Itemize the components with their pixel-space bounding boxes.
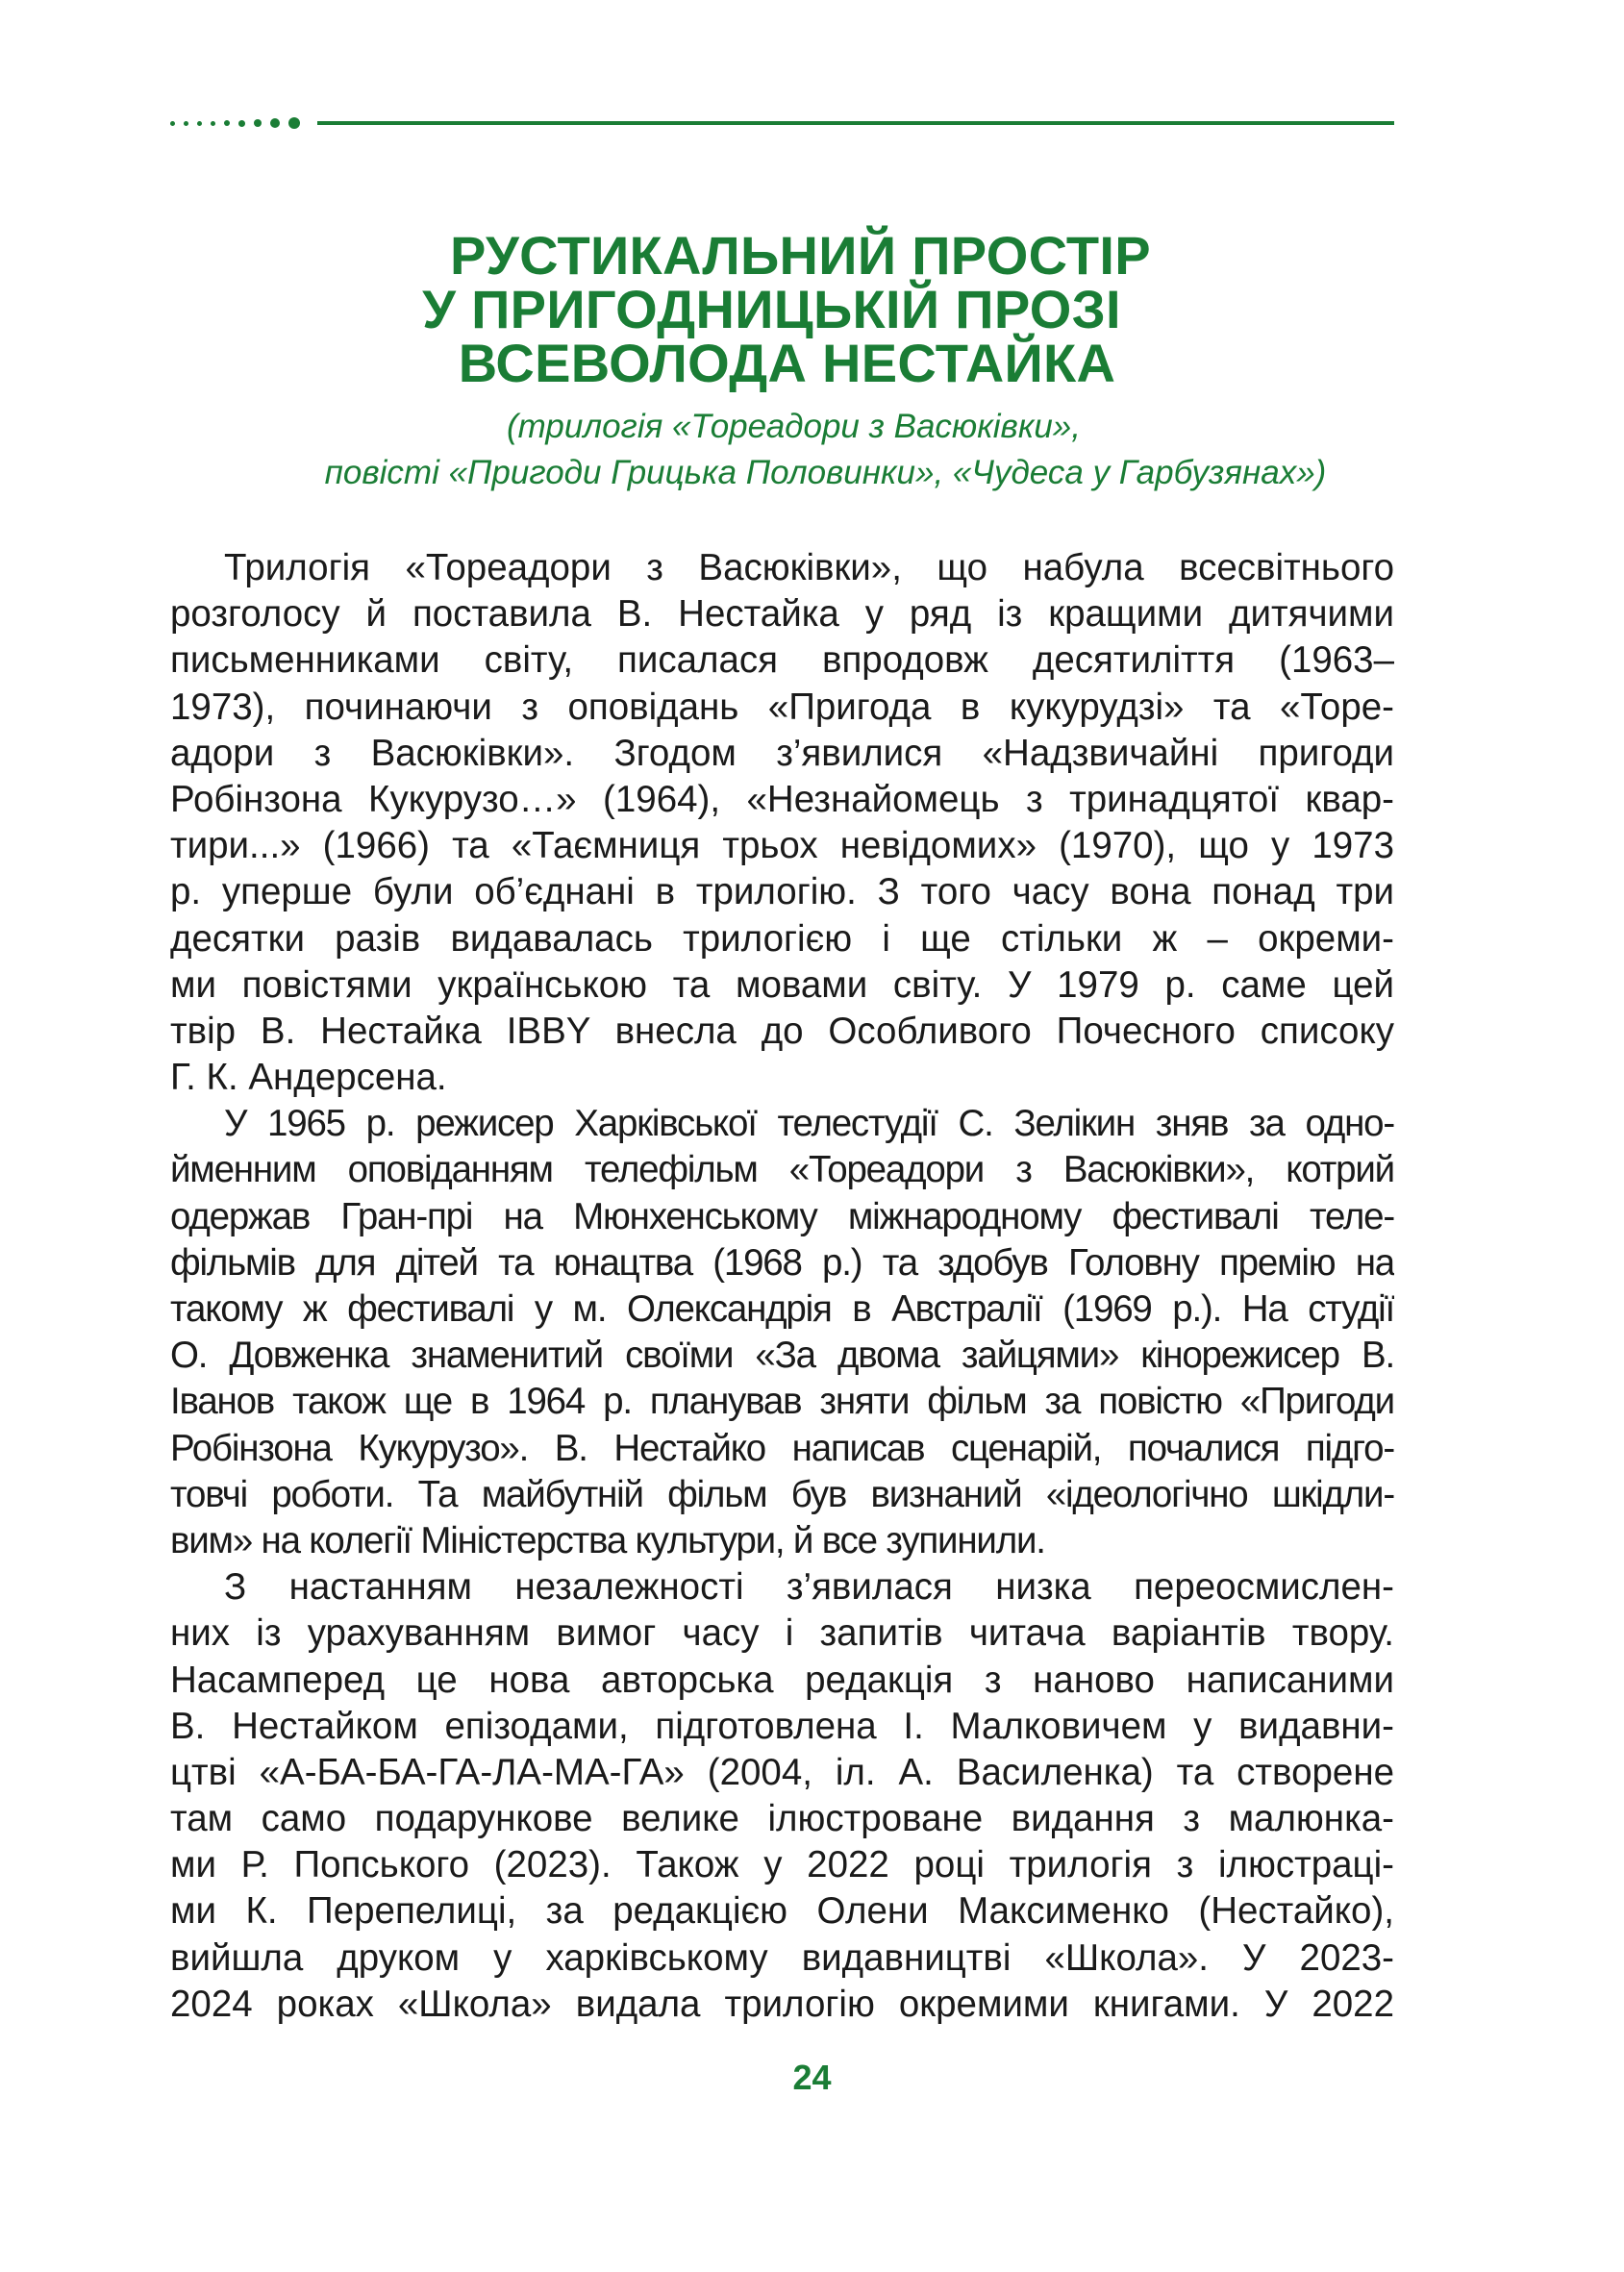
page-number: 24 xyxy=(792,2058,832,2097)
text-line: О. Довженка знаменитий своїми «За двома зайцями» кінорежисер В. xyxy=(170,1335,1394,1377)
text-line: такому ж фестивалі у м. Олександрія в Австралії (1969 р.). На студії xyxy=(170,1288,1394,1330)
text-line: адори з Васюківки». Згодом з’явилися «Надзвичайні пригоди xyxy=(170,732,1394,774)
text-line: письменниками світу, писалася впродовж десятиліття (1963– xyxy=(170,639,1394,682)
text-line: Насамперед це нова авторська редакція з наново написаними xyxy=(170,1659,1394,1701)
title-line: У ПРИГОДНИЦЬКІЙ ПРОЗІ xyxy=(422,279,1121,339)
text-line: ми повістями українською та мовами світу. У 1979 р. саме цей xyxy=(170,963,1394,1006)
text-line: розголосу й поставила В. Нестайка у ряд із кращими дитячими xyxy=(170,593,1394,636)
rule-dot xyxy=(211,121,215,126)
text-line: 2024 роках «Школа» видала трилогію окремими книгами. У 2022 xyxy=(170,1983,1394,2025)
subtitle-line: (трилогія «Тореадори з Васюківки», xyxy=(507,408,1081,445)
text-line: У 1965 р. режисер Харківської телестудії С. Зелікин зняв за одно- xyxy=(224,1103,1394,1145)
rule-dot xyxy=(224,120,230,126)
text-line: В. Нестайком епізодами, підготовлена І. Малковичем у видавни- xyxy=(170,1705,1394,1747)
paragraph xyxy=(170,1564,1394,2028)
header-rule xyxy=(170,115,1394,131)
rule-dot xyxy=(170,121,175,126)
text-line: тири...» (1966) та «Таємниця трьох невідомих» (1970), що у 1973 xyxy=(170,825,1394,867)
subtitle-line: повісті «Пригоди Грицька Половинки», «Чудеса у Гарбузянах») xyxy=(324,454,1327,491)
text-line: вийшла друком у харківському видавництві «Школа». У 2023- xyxy=(170,1936,1394,1979)
text-line: твір В. Нестайка IBBY внесла до Особливого Почесного списоку xyxy=(170,1010,1394,1052)
rule-dot xyxy=(288,117,300,129)
article-body xyxy=(170,545,1394,2028)
text-line: йменним оповіданням телефільм «Тореадори з Васюківки», котрий xyxy=(170,1149,1394,1191)
rule-dot xyxy=(270,118,280,128)
title-line: РУСТИКАЛЬНИЙ ПРОСТІР xyxy=(450,225,1151,286)
paragraph xyxy=(170,1101,1394,1564)
title-line: ВСЕВОЛОДА НЕСТАЙКА xyxy=(458,333,1116,393)
rule-dot xyxy=(238,120,245,127)
text-line: вим» на колегії Міністерства культури, й все зупинили. xyxy=(170,1519,1045,1561)
text-line: них із урахуванням вимог часу і запитів читача варіантів твору. xyxy=(170,1612,1394,1655)
rule-dot xyxy=(197,121,202,126)
text-line: р. уперше були об’єднані в трилогію. З того часу вона понад три xyxy=(170,871,1394,913)
text-line: 1973), починаючи з оповідань «Пригода в кукурудзі» та «Торе- xyxy=(170,686,1394,728)
text-line: Робінзона Кукурузо». В. Нестайко написав сценарій, почалися підго- xyxy=(170,1427,1394,1469)
text-line: одержав Гран-прі на Мюнхенському міжнародному фестивалі теле- xyxy=(170,1195,1394,1237)
rule-line xyxy=(317,121,1394,125)
rule-dot xyxy=(184,121,188,126)
text-line: десятки разів видавалась трилогією і ще стільки ж – окреми- xyxy=(170,917,1394,960)
article-subtitle xyxy=(170,404,1394,496)
text-line: там само подарункове велике ілюстроване видання з малюнка- xyxy=(170,1798,1394,1840)
text-line: Робінзона Кукурузо…» (1964), «Незнайомець з тринадцятої квар- xyxy=(170,778,1394,820)
text-line: цтві «А-БА-БА-ГА-ЛА-МА-ГА» (2004, іл. А. Василенка) та створене xyxy=(170,1751,1394,1793)
rule-dot xyxy=(254,119,262,127)
text-line: Трилогія «Тореадори з Васюківки», що набула всесвітнього xyxy=(224,547,1394,588)
text-line: Г. К. Андерсена. xyxy=(170,1057,447,1099)
article-title xyxy=(170,225,1394,393)
text-line: З настанням незалежності з’явилася низка переосмислен- xyxy=(224,1566,1394,1609)
text-line: фільмів для дітей та юнацтва (1968 р.) та здобув Головну премію на xyxy=(170,1241,1394,1284)
text-line: ми К. Перепелиці, за редакцією Олени Максименко (Нестайко), xyxy=(170,1890,1394,1933)
text-line: ми Р. Попського (2023). Також у 2022 році трилогія з ілюстраці- xyxy=(170,1844,1394,1886)
text-line: Іванов також ще в 1964 р. планував зняти фільм за повістю «Пригоди xyxy=(170,1381,1394,1423)
paragraph xyxy=(170,545,1394,1101)
text-line: товчі роботи. Та майбутній фільм був визнаний «ідеологічно шкідли- xyxy=(170,1473,1394,1515)
